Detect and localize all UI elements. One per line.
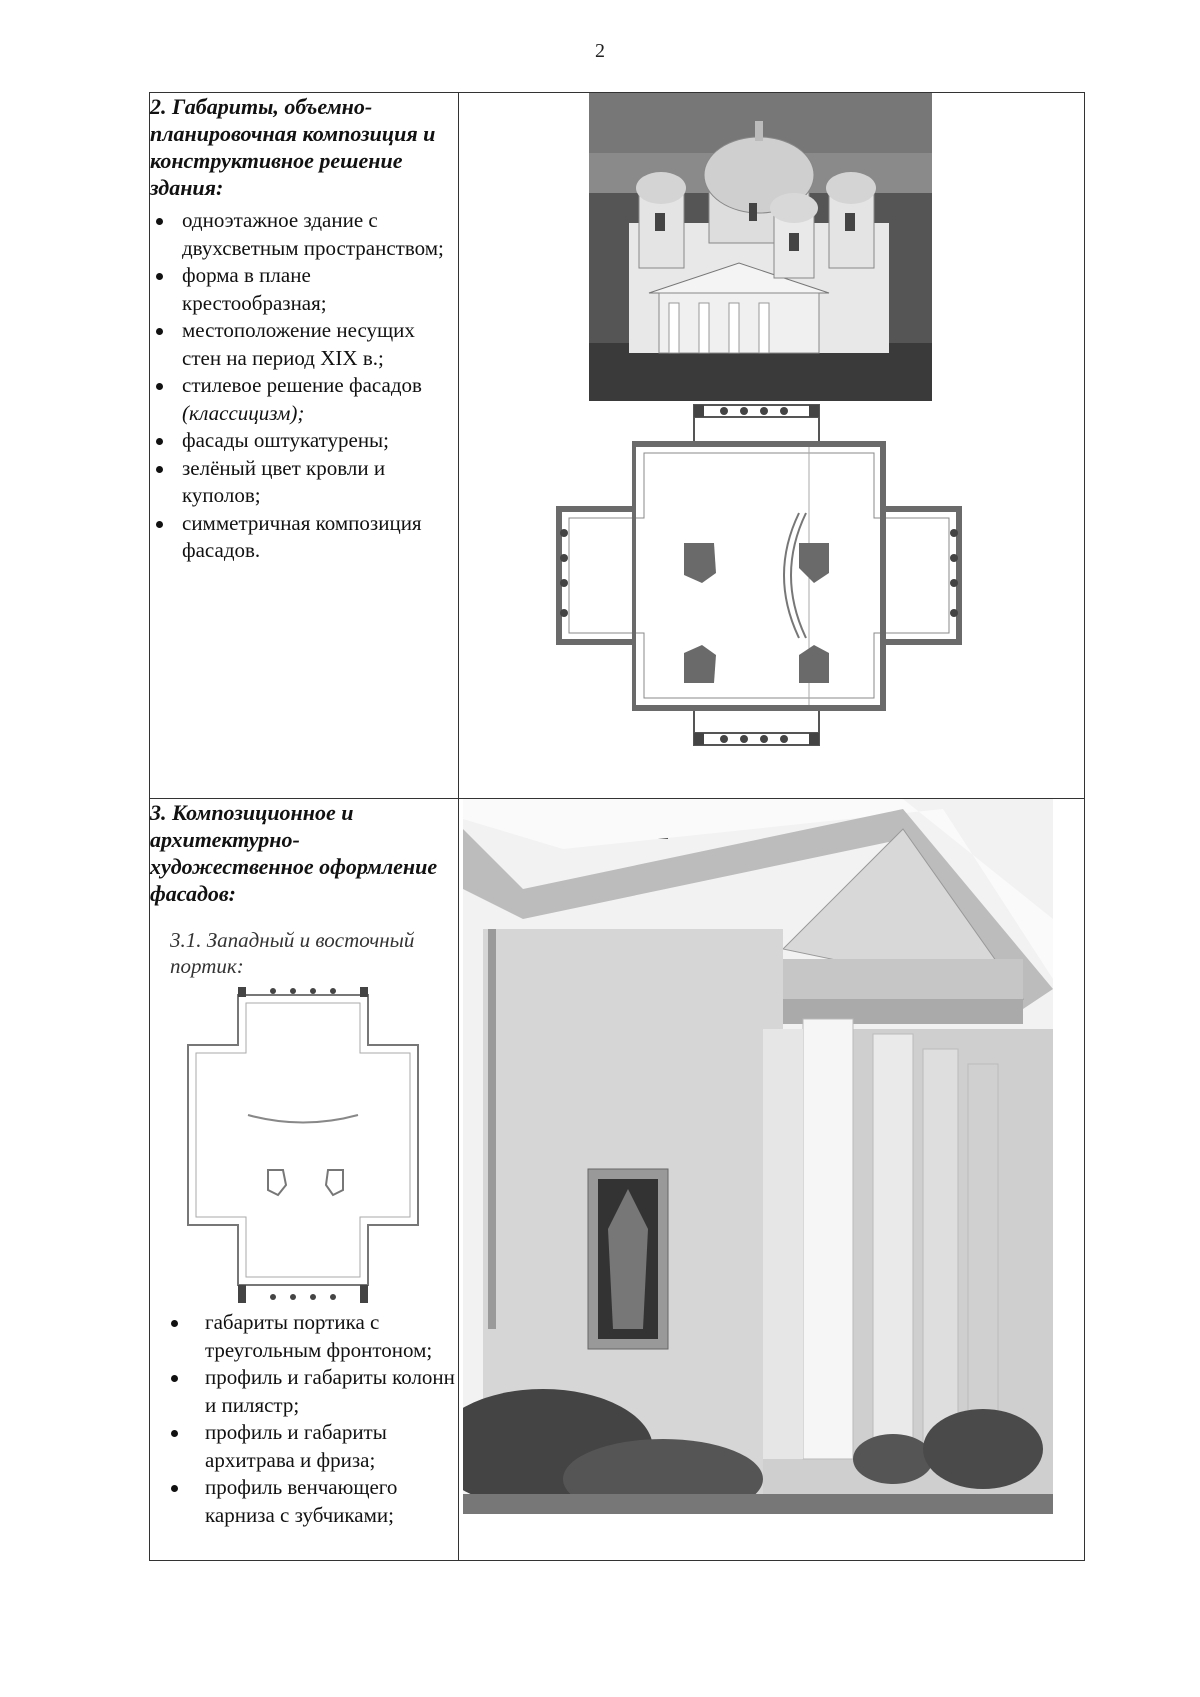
section3-image-cell: [459, 799, 1085, 1561]
list-item: фасады оштукатурены;: [150, 427, 458, 455]
section3-heading: 3. Композиционное и архитектурно-художественное оформление фасадов:: [150, 800, 438, 906]
list-item: зелёный цвет кровли и куполов;: [150, 455, 458, 510]
section2-image-cell: [459, 93, 1085, 799]
list-item: профиль и габариты колонн и пилястр;: [150, 1364, 458, 1419]
portico-facade-photo: [463, 799, 1053, 1514]
list-item: стилевое решение фасадов (классицизм);: [150, 372, 458, 427]
section2-bullet-list: [150, 207, 458, 565]
list-item: профиль и габариты архитрава и фриза;: [150, 1419, 458, 1474]
list-item: форма в плане крестообразная;: [150, 262, 458, 317]
section3-bullet-list: [150, 1309, 458, 1529]
list-item: симметричная композиция фасадов.: [150, 510, 458, 565]
document-table: [149, 92, 1085, 1561]
list-item: одноэтажное здание с двухсветным пространством;: [150, 207, 458, 262]
list-item: габариты портика с треугольным фронтоном;: [150, 1309, 458, 1364]
church-aerial-photo: [589, 93, 932, 401]
floor-plan-drawing: [554, 403, 964, 793]
page-number: 2: [595, 40, 605, 62]
section3-subheading: 3.1. Западный и восточный портик:: [170, 928, 415, 978]
section2-text-cell: [150, 93, 459, 799]
list-item: местоположение несущих стен на период XIX в.;: [150, 317, 458, 372]
section2-heading: 2. Габариты, объемно-планировочная композиция и конструктивное решение здания:: [150, 94, 436, 200]
portico-plan-drawing: [178, 985, 428, 1305]
section3-text-cell: [150, 799, 459, 1561]
list-item: профиль венчающего карниза с зубчиками;: [150, 1474, 458, 1529]
